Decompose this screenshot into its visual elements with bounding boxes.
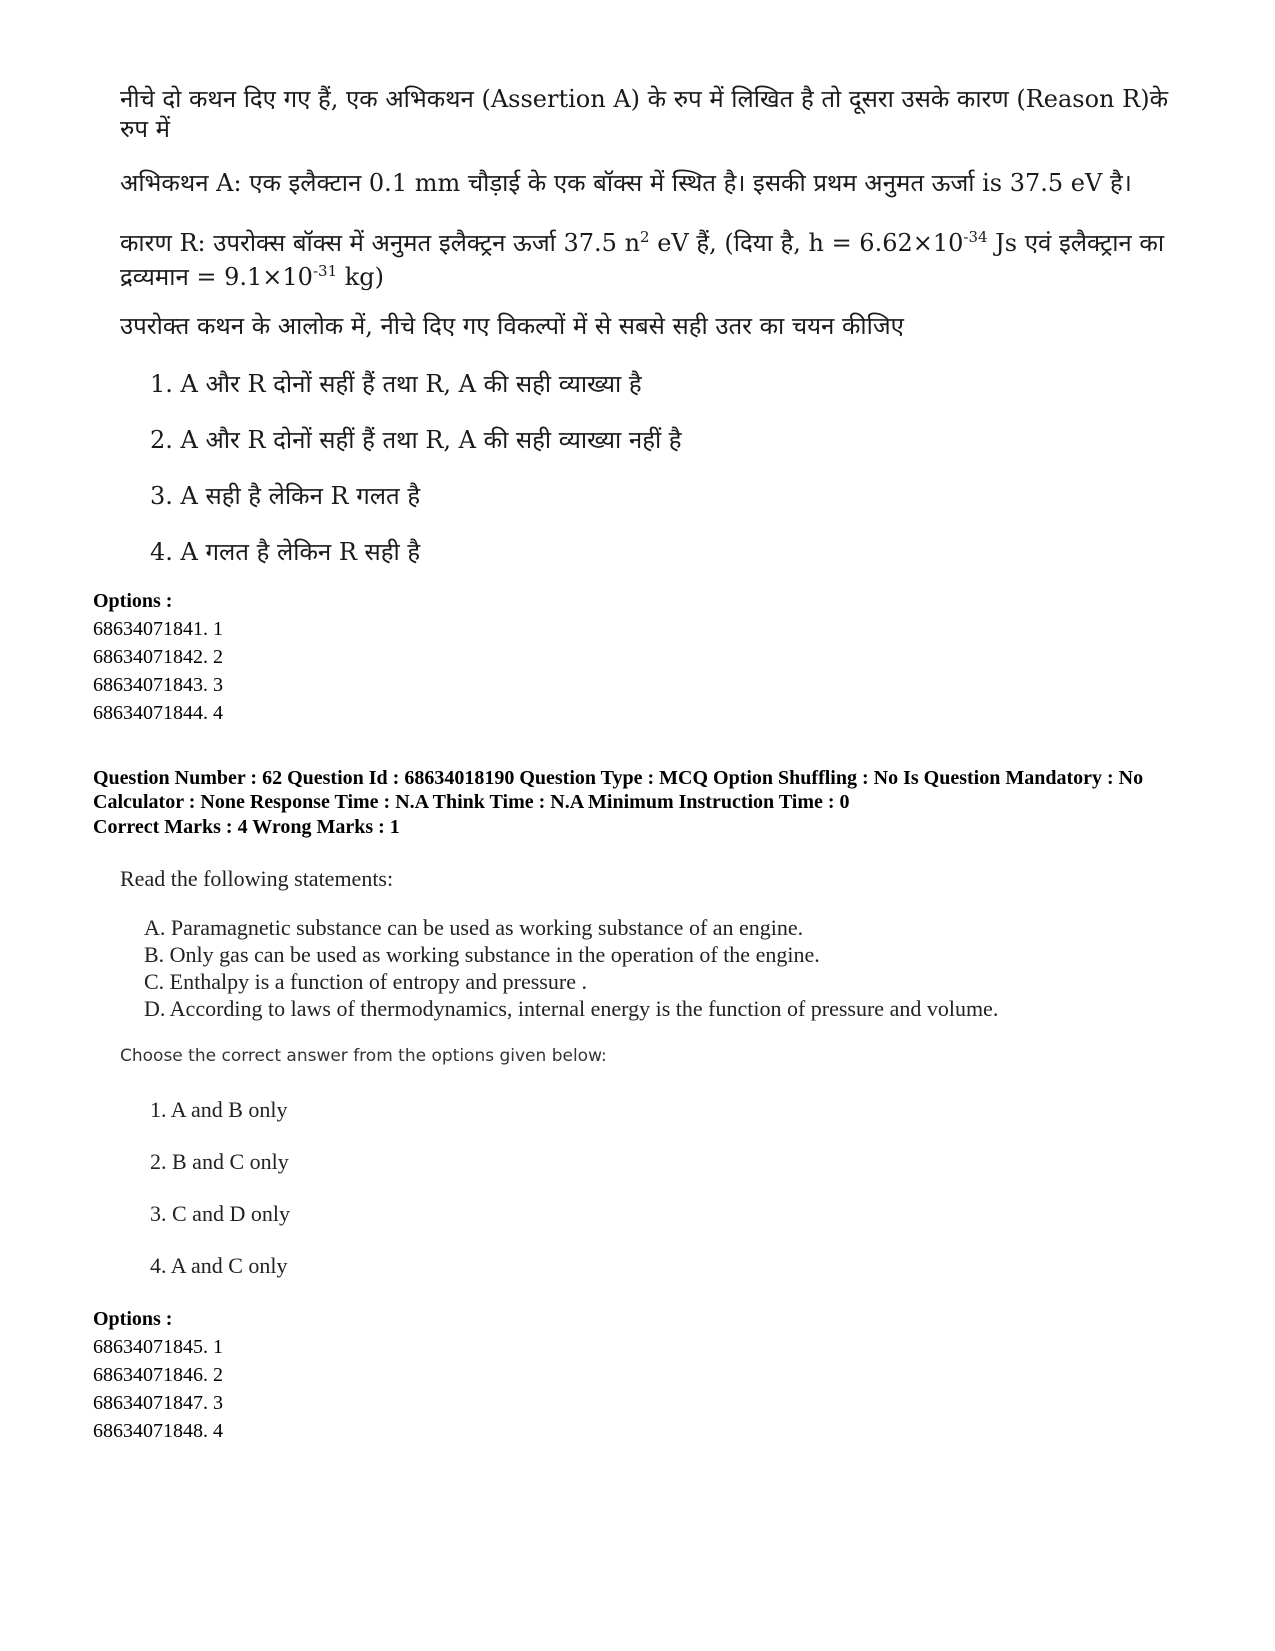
q61-option-id-1: 68634071841. 1 bbox=[93, 618, 223, 640]
q62-option-id-1: 68634071845. 1 bbox=[93, 1336, 223, 1358]
q62-choice-3: 3. C and D only bbox=[150, 1201, 290, 1226]
q62-title: Read the following statements: bbox=[120, 866, 394, 891]
q62-meta: Question Number : 62 Question Id : 68634018190 Question Type : MCQ Option Shuffling : No Is Question Mandatory : No Calculator : None Response Time : N.A Think Time : N.A Minimum Instruction Time : 0 bbox=[93, 767, 1144, 813]
q62-statement-a: A. Paramagnetic substance can be used as working substance of an engine. bbox=[144, 915, 804, 940]
q62-options-label: Options : bbox=[93, 1308, 173, 1330]
q62-option-id-4: 68634071848. 4 bbox=[93, 1420, 223, 1442]
q62-option-id-2: 68634071846. 2 bbox=[93, 1364, 223, 1386]
q61-reason: कारण R: उपरोक्स बॉक्स में अनुमत इलैक्ट्रन ऊर्जा 37.5 $n^2$ eV हैं, (दिया है, $h = 6.62\times 10^{-34}$ Js एवं इलैक्ट्रान का द्रव्यमान = $9.1\times 10^{-31}$ kg) bbox=[120, 228, 1165, 291]
q61-option-id-3: 68634071843. 3 bbox=[93, 674, 223, 696]
q62-statement-d: D. According to laws of thermodynamics, internal energy is the function of pressure and volume. bbox=[144, 996, 999, 1021]
q61-intro: नीचे दो कथन दिए गए हैं, एक अभिकथन (Assertion A) के रुप में लिखित है तो दूसरा उसके कारण (Reason R)के रुप में bbox=[120, 85, 1169, 143]
q62-choice-1: 1. A and B only bbox=[150, 1097, 288, 1122]
q62-choice-4: 4. A and C only bbox=[150, 1253, 288, 1278]
q62-choice-2: 2. B and C only bbox=[150, 1149, 289, 1174]
q62-marks: Correct Marks : 4 Wrong Marks : 1 bbox=[93, 816, 400, 838]
q61-option-id-4: 68634071844. 4 bbox=[93, 702, 223, 724]
q62-statement-c: C. Enthalpy is a function of entropy and pressure . bbox=[144, 969, 587, 994]
q61-assertion: अभिकथन A: एक इलैक्टान 0.1 mm चौड़ाई के एक बॉक्स में स्थित है। इसकी प्रथम अनुमत ऊर्जा is 37.5 eV है। bbox=[120, 169, 1132, 197]
q61-choice-2: 2. A और R दोनों सहीं हैं तथा R, A की सही व्याख्या नहीं है bbox=[150, 426, 682, 454]
q61-choice-4: 4. A गलत है लेकिन R सही है bbox=[150, 538, 421, 566]
q62-statement-b: B. Only gas can be used as working substance in the operation of the engine. bbox=[144, 942, 820, 967]
q62-choose-instruction: Choose the correct answer from the options given below: bbox=[120, 1046, 607, 1066]
q62-option-id-3: 68634071847. 3 bbox=[93, 1392, 223, 1414]
q61-option-id-2: 68634071842. 2 bbox=[93, 646, 223, 668]
q61-choice-3: 3. A सही है लेकिन R गलत है bbox=[150, 482, 421, 510]
q61-instruction: उपरोक्त कथन के आलोक में, नीचे दिए गए विकल्पों में से सबसे सही उतर का चयन कीजिए bbox=[120, 312, 904, 340]
q61-choice-1: 1. A और R दोनों सहीं हैं तथा R, A की सही व्याख्या है bbox=[150, 370, 642, 398]
q61-options-label: Options : bbox=[93, 590, 173, 612]
